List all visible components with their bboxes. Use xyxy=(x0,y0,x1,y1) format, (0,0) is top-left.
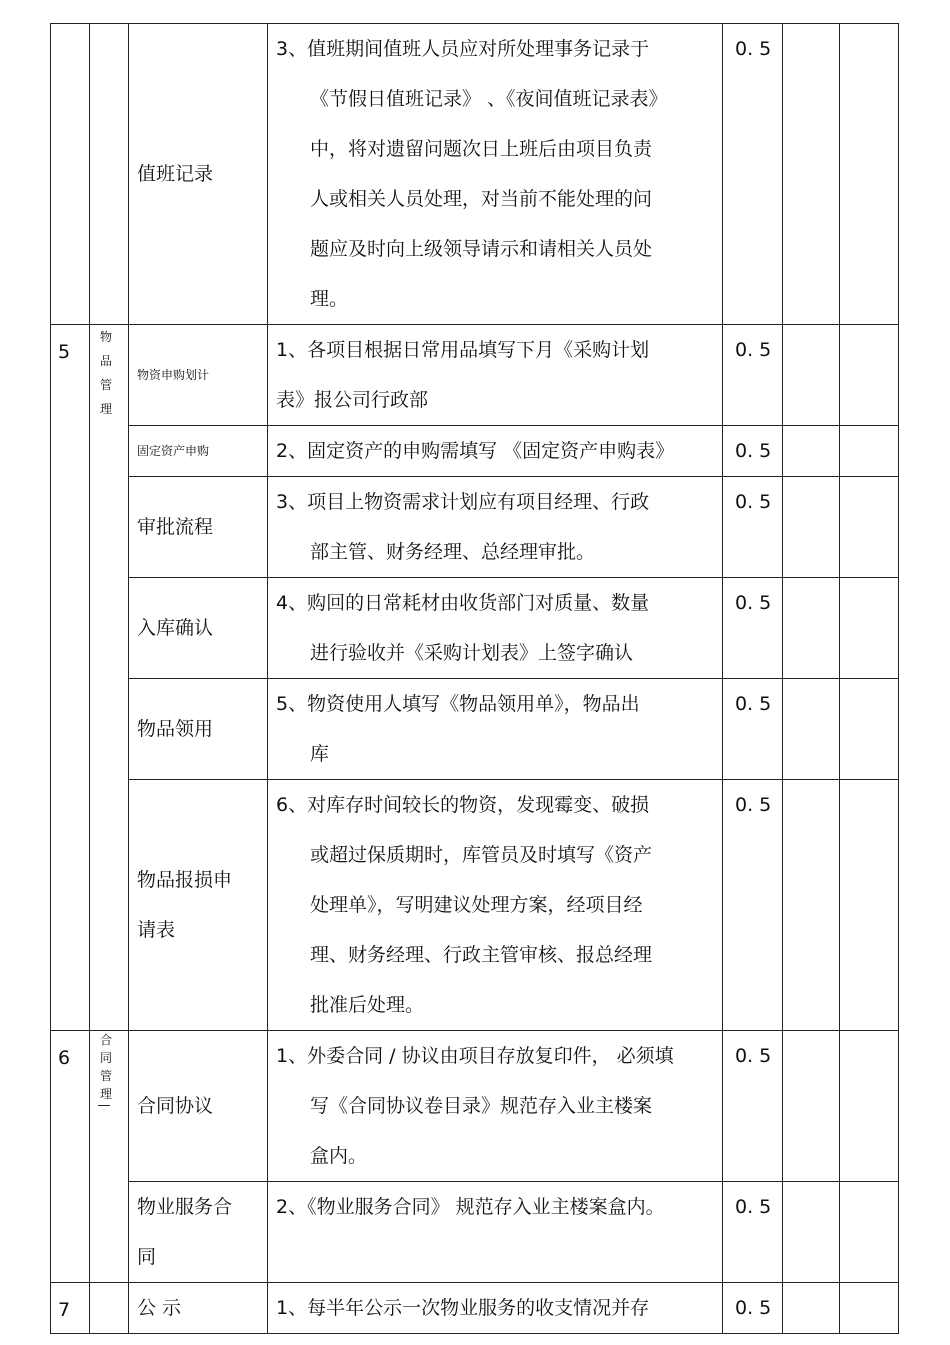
score-cell: 0. 5 xyxy=(723,1283,783,1334)
blank-cell xyxy=(783,325,840,426)
desc-line: 2、《物业服务合同》 规范存入业主楼案盒内。 xyxy=(276,1196,665,1218)
category-char: 品 xyxy=(100,354,113,368)
item-line: 物品报损申 xyxy=(137,869,233,891)
blank-cell xyxy=(840,679,899,780)
category-char: 合 xyxy=(100,1033,113,1047)
description-cell xyxy=(268,426,723,477)
item-cell: 合同协议 xyxy=(129,1031,268,1182)
blank-cell xyxy=(840,426,899,477)
category-underline xyxy=(98,1105,110,1106)
table-row xyxy=(51,679,899,780)
category-cell xyxy=(90,1283,129,1334)
blank-cell xyxy=(783,679,840,780)
desc-line: 表》报公司行政部 xyxy=(276,389,429,411)
table-row xyxy=(51,24,899,325)
item-cell: 物品领用 xyxy=(129,679,268,780)
table-row xyxy=(51,1031,899,1182)
item-line: 请表 xyxy=(137,919,176,941)
num-cell: 6 xyxy=(51,1031,90,1283)
num-cell xyxy=(51,24,90,325)
description-cell xyxy=(268,24,723,325)
score-cell: 0. 5 xyxy=(723,1031,783,1182)
blank-cell xyxy=(840,1182,899,1283)
blank-cell xyxy=(840,578,899,679)
desc-line: 《节假日值班记录》 、《夜间值班记录表》 xyxy=(310,88,668,110)
item-cell xyxy=(129,780,268,1031)
desc-line: 中，将对遗留问题次日上班后由项目负责 xyxy=(310,138,653,160)
desc-line: 理、财务经理、行政主管审核、报总经理 xyxy=(310,944,653,966)
blank-cell xyxy=(783,426,840,477)
blank-cell xyxy=(840,325,899,426)
desc-line: 或超过保质期时，库管员及时填写《资产 xyxy=(310,844,653,866)
blank-cell xyxy=(840,1031,899,1182)
table-row xyxy=(51,426,899,477)
table-row xyxy=(51,325,899,426)
category-char: 理 xyxy=(100,1087,113,1101)
desc-line: 部主管、财务经理、总经理审批。 xyxy=(310,541,596,563)
desc-line: 4、购回的日常耗材由收货部门对质量、数量 xyxy=(276,592,650,614)
blank-cell xyxy=(783,1283,840,1334)
num-cell: 7 xyxy=(51,1283,90,1334)
desc-line: 2、固定资产的申购需填写 《固定资产申购表》 xyxy=(276,440,675,462)
blank-cell xyxy=(783,477,840,578)
blank-cell xyxy=(783,24,840,325)
desc-line: 1、各项目根据日常用品填写下月《采购计划 xyxy=(276,339,650,361)
score-cell: 0. 5 xyxy=(723,780,783,1031)
description-cell xyxy=(268,477,723,578)
desc-line: 进行验收并《采购计划表》上签字确认 xyxy=(310,642,634,664)
score-cell: 0. 5 xyxy=(723,679,783,780)
description-cell xyxy=(268,1182,723,1283)
blank-cell xyxy=(783,780,840,1031)
description-cell xyxy=(268,1283,723,1334)
desc-line: 题应及时向上级领导请示和请相关人员处 xyxy=(310,238,653,260)
item-cell: 固定资产申购 xyxy=(129,426,268,477)
table-row xyxy=(51,1283,899,1334)
item-cell xyxy=(129,1182,268,1283)
desc-line: 处理单》，写明建议处理方案，经项目经 xyxy=(310,894,643,916)
desc-line: 6、对库存时间较长的物资，发现霉变、破损 xyxy=(276,794,650,816)
table-row xyxy=(51,1182,899,1283)
description-cell xyxy=(268,578,723,679)
desc-line: 1、每半年公示一次物业服务的收支情况并存 xyxy=(276,1297,650,1319)
item-line: 物业服务合 xyxy=(137,1196,233,1218)
table-row xyxy=(51,578,899,679)
desc-line: 人或相关人员处理，对当前不能处理的问 xyxy=(310,188,653,210)
category-char: 物 xyxy=(100,330,113,344)
desc-line: 批准后处理。 xyxy=(310,994,425,1016)
desc-line: 理。 xyxy=(310,288,349,310)
blank-cell xyxy=(840,24,899,325)
description-cell xyxy=(268,325,723,426)
item-line: 同 xyxy=(137,1246,157,1268)
score-cell: 0. 5 xyxy=(723,325,783,426)
description-cell xyxy=(268,780,723,1031)
item-cell: 公 示 xyxy=(129,1283,268,1334)
blank-cell xyxy=(783,1031,840,1182)
score-cell: 0. 5 xyxy=(723,578,783,679)
item-cell: 入库确认 xyxy=(129,578,268,679)
item-cell: 物资申购划计 xyxy=(129,325,268,426)
category-cell xyxy=(90,1031,129,1283)
table-row xyxy=(51,780,899,1031)
score-cell: 0. 5 xyxy=(723,477,783,578)
category-char: 管 xyxy=(100,378,113,392)
table-row xyxy=(51,477,899,578)
category-char: 理 xyxy=(100,402,113,416)
description-cell xyxy=(268,679,723,780)
assessment-table xyxy=(50,23,899,1334)
num-cell: 5 xyxy=(51,325,90,1031)
category-cell xyxy=(90,24,129,325)
desc-line: 盒内。 xyxy=(310,1145,368,1167)
score-cell: 0. 5 xyxy=(723,24,783,325)
description-cell xyxy=(268,1031,723,1182)
category-char: 同 xyxy=(100,1051,113,1065)
desc-line: 写《合同协议卷目录》规范存入业主楼案 xyxy=(310,1095,653,1117)
desc-line: 3、值班期间值班人员应对所处理事务记录于 xyxy=(276,38,650,60)
desc-line: 1、外委合同 / 协议由项目存放复印件， 必须填 xyxy=(276,1045,674,1067)
blank-cell xyxy=(783,578,840,679)
category-cell xyxy=(90,325,129,1031)
desc-line: 5、物资使用人填写《物品领用单》，物品出 xyxy=(276,693,640,715)
item-cell: 审批流程 xyxy=(129,477,268,578)
blank-cell xyxy=(840,477,899,578)
item-cell: 值班记录 xyxy=(129,24,268,325)
score-cell: 0. 5 xyxy=(723,1182,783,1283)
score-cell: 0. 5 xyxy=(723,426,783,477)
desc-line: 库 xyxy=(310,743,330,765)
blank-cell xyxy=(840,1283,899,1334)
desc-line: 3、项目上物资需求计划应有项目经理、行政 xyxy=(276,491,650,513)
category-char: 管 xyxy=(100,1069,113,1083)
blank-cell xyxy=(840,780,899,1031)
blank-cell xyxy=(783,1182,840,1283)
